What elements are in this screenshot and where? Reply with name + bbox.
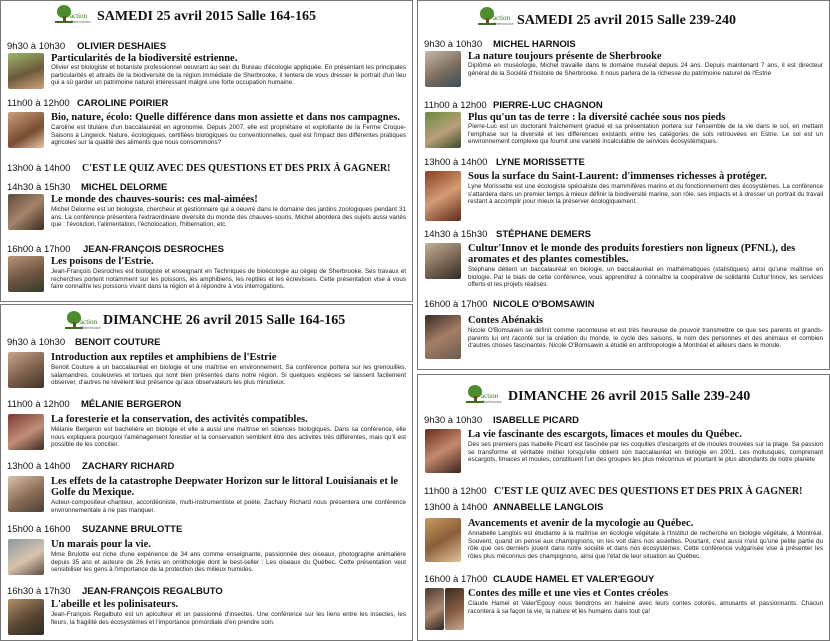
speaker-photo xyxy=(8,414,44,450)
session-entry xyxy=(424,39,823,97)
session-time: 13h00 à 14h00 xyxy=(424,502,488,513)
action-logo: action Sherbrooke xyxy=(478,7,506,29)
speaker-name: PIERRE-LUC CHAGNON xyxy=(493,100,603,111)
talk-description: Caroline est titulaire d'un baccalauréat en agronomie. Depuis 2007, elle est propriétaire et exploitante de la Ferme Croque-Saisons à Lingwick. Nature, écologiques, certifiées biologiques ou conventionnelles, quel est l'impact des différentes pratiques agricoles sur la qualité des aliments que nous consommons? xyxy=(51,124,406,147)
speaker-photo xyxy=(8,53,44,89)
speaker-photo xyxy=(425,315,461,359)
speaker-photo xyxy=(425,171,461,221)
session-time: 13h00 à 14h00 xyxy=(7,163,71,174)
talk-title: Plus qu'un tas de terre : la diversité cachée sous nos pieds xyxy=(468,112,726,123)
talk-description: Jean-François Regalbuto est un apiculteur et un passionné d'insectes. Une conférence sur les liens entre les insectes, les fleurs, la fragilité des écosystèmes et l'importance primordiale d'en prendre soin. xyxy=(51,611,406,626)
session-time: 9h30 à 10h30 xyxy=(7,337,66,348)
panel-header: SAMEDI 25 avril 2015 Salle 239-240 xyxy=(517,13,736,28)
talk-title: Cultur'Innov et le monde des produits forestiers non ligneux (PFNL), des aromates et des plantes comestibles. xyxy=(468,243,796,265)
session-entry xyxy=(7,41,406,96)
talk-description: Pierre-Luc est un doctorant fraîchement gradué et sa présentation portera sur l'ensemble de la vie dans le sol, en mettant l'emphase sur la diversité et les différences existants entre les catégories de sols retrouvées en Estrie. Le sol est un environnement complexe qui fournit une variété incalculable de services écosystémiques. xyxy=(468,123,823,146)
speaker-photo xyxy=(8,256,44,292)
speaker-photo xyxy=(445,588,464,630)
session-time: 11h00 à 12h00 xyxy=(424,100,487,111)
schedule-panel-saturday-239 xyxy=(417,0,830,370)
talk-title: Contes Abénakis xyxy=(468,315,543,326)
speaker-name: MICHEL HARNOIS xyxy=(493,39,576,50)
session-entry xyxy=(424,299,823,367)
speaker-photo xyxy=(425,243,461,279)
speaker-name: NICOLE O'BOMSAWIN xyxy=(493,299,595,310)
speaker-name: SUZANNE BRULOTTE xyxy=(82,524,183,535)
session-entry-quiz xyxy=(7,163,406,177)
session-time: 15h00 à 16h00 xyxy=(7,524,71,535)
session-entry xyxy=(7,461,406,519)
speaker-photo xyxy=(425,518,461,562)
session-entry xyxy=(7,244,406,300)
session-entry xyxy=(7,586,406,640)
talk-description: Benoit Couture a un baccalauréat en biologie et une maîtrise en environnement. Sa conférence portera sur les grenouilles, salamandres, couleuvres et tortues qui sont bien présentes dans notre région. Si quelques espèces se laissent facilement observer, d'autres ne révèlent leur présence qu'aux observateurs les plus minutieux. xyxy=(51,364,406,387)
speaker-photo xyxy=(8,599,44,635)
session-entry xyxy=(7,182,406,242)
talk-description: Michel Delorme est un biologiste, chercheur et gestionnaire qui a oeuvré dans le domaine des jardins zoologiques pendant 31 ans. La conférence présentera l'extraordinaire diversité du monde des chauves-souris. Michel abordera des sujets aussi variés que : l'évolution, l'alimentation, l'écholocation, l'hibernation, etc. xyxy=(51,206,406,229)
talk-title: Les effets de la catastrophe Deepwater Horizon sur le littoral Louisianais et le Golfe du Mexique. xyxy=(51,476,399,498)
session-time: 9h30 à 10h30 xyxy=(7,41,66,52)
talk-title: Sous la surface du Saint-Laurent: d'immenses richesses à protéger. xyxy=(468,171,767,182)
session-entry xyxy=(7,98,406,158)
speaker-photo xyxy=(8,194,44,230)
session-time: 16h30 à 17h30 xyxy=(7,586,71,597)
action-logo: action Sherbrooke xyxy=(466,385,494,407)
speaker-name: ISABELLE PICARD xyxy=(493,415,580,426)
speaker-photo xyxy=(8,352,44,388)
quiz-announcement: C'EST LE QUIZ AVEC DES QUESTIONS ET DES PRIX À GAGNER! xyxy=(82,163,391,174)
talk-description: Claude Hamel et Valer'Egouy nous tiendrons en haleine avec leurs contes colorés, amusants et passionnants. Chacun racontera à sa façon la vie, la nature et les humains dans tout ça! xyxy=(468,600,823,615)
talk-description: Annabelle Langlois est étudiante à la maîtrise en écologie végétale à l'Institut de recherche en biologie végétale, à Montréal. Souvent, quand on pense aux champignons, on les voit dans nos assiettes. Pourtant, c'est aussi n'est qu'une petite partie du rôle que ces derniers jouent dans notre société et dans nos écosystèmes. Cette conférence vulgarisée vise à présenter les rôles plus méconnus des champignons, ainsi que l'état de leur situation au Québec. xyxy=(468,530,823,560)
session-time: 14h30 à 15h30 xyxy=(424,229,488,240)
talk-title: Les poisons de l'Estrie. xyxy=(51,256,154,267)
session-entry xyxy=(7,337,406,392)
session-time: 11h00 à 12h00 xyxy=(7,98,70,109)
talk-title: Bio, nature, écolo: Quelle différence dans mon assiette et dans nos campagnes. xyxy=(51,112,401,123)
session-time: 13h00 à 14h00 xyxy=(424,157,488,168)
session-time: 16h00 à 17h00 xyxy=(424,574,488,585)
speaker-photo xyxy=(425,112,461,148)
session-entry xyxy=(424,415,823,483)
speaker-photo xyxy=(425,588,444,630)
speaker-name: STÉPHANE DEMERS xyxy=(496,229,592,240)
session-entry-quiz xyxy=(424,486,823,500)
talk-description: Stéphane détient un baccalauréat en biologie, un baccalauréat en mathématiques (statistiques) ainsi qu'une maîtrise en biologie. Par le biais de cette conférence, vous apprendrez à connaître la coopérative de solidarité Cultur'Innov, les services offerts et les projets réalisés. xyxy=(468,266,823,289)
session-time: 16h00 à 17h00 xyxy=(424,299,488,310)
session-time: 9h30 à 10h30 xyxy=(424,39,483,50)
speaker-name: JEAN-FRANÇOIS REGALBUTO xyxy=(82,586,223,597)
panel-header: DIMANCHE 26 avril 2015 Salle 239-240 xyxy=(508,389,751,404)
session-time: 9h30 à 10h30 xyxy=(424,415,483,426)
session-time: 16h00 à 17h00 xyxy=(7,244,71,255)
talk-description: Diplômé en muséologie, Michel travaille dans le domaine muséal depuis 24 ans. Depuis maintenant 7 ans, il est directeur général de la Société d'histoire de Sherbrooke. Il nous parlera de la richesse du patrimoine naturel de l'Estrie xyxy=(468,62,823,77)
speaker-name: MICHEL DELORME xyxy=(81,182,168,193)
talk-title: L'abeille et les polinisateurs. xyxy=(51,599,179,610)
speaker-name: ANNABELLE LANGLOIS xyxy=(493,502,604,513)
talk-description: Mélanie Bergeron est bachelière en biologie et elle a aussi une maîtrise en sciences biologiques. Dans sa conférence, elle nous expliquera pourquoi l'aménagement forestier et la conservation semblent être des activités très différentes, mais qu'il est possible de les concilier. xyxy=(51,426,406,449)
talk-title: La nature toujours présente de Sherbrooke xyxy=(468,51,662,62)
speaker-photo xyxy=(8,539,44,575)
talk-title: Introduction aux reptiles et amphibiens de l'Estrie xyxy=(51,352,277,363)
session-time: 13h00 à 14h00 xyxy=(7,461,71,472)
speaker-name: LYNE MORISSETTE xyxy=(496,157,585,168)
talk-description: Nicole O'Bomsawin se définit comme raconteuse et est très heureuse de pouvoir transmettre ce que ses parents et grands-parents lui ont raconté sur la création du monde, le cycle des saisons, le nom des personnes et des animaux et combien d'autres choses fascinantes. Nicole O'Bomsawin a étudié en anthropologie à Montréal et ailleurs dans le monde. xyxy=(468,327,823,350)
session-entry xyxy=(7,524,406,580)
speaker-name: CAROLINE POIRIER xyxy=(77,98,169,109)
speaker-name: CLAUDE HAMEL ET VALER'EGOUY xyxy=(493,574,655,585)
talk-description: Auteur-compositeur-chanteur, accordéoniste, multi-instrumentiste et poète, Zachary Richard nous présentera une conférence environnementale à ne pas manquer. xyxy=(51,499,406,514)
quiz-announcement: C'EST LE QUIZ AVEC DES QUESTIONS ET DES PRIX À GAGNER! xyxy=(494,486,803,497)
schedule-panel-sunday-239 xyxy=(417,374,830,641)
action-logo: action Sherbrooke xyxy=(65,311,93,333)
panel-header: SAMEDI 25 avril 2015 Salle 164-165 xyxy=(97,9,316,24)
speaker-photo xyxy=(8,112,44,148)
talk-title: Avancements et avenir de la mycologie au Québec. xyxy=(468,518,694,529)
speaker-name: MÉLANIE BERGERON xyxy=(81,399,182,410)
talk-title: Un marais pour la vie. xyxy=(51,539,151,550)
talk-title: La foresterie et la conservation, des activités compatibles. xyxy=(51,414,308,425)
speaker-photo xyxy=(425,429,461,473)
session-entry xyxy=(424,100,823,156)
speaker-name: ZACHARY RICHARD xyxy=(82,461,175,472)
talk-description: Mme Brulotte est riche d'une expérience de 34 ans comme enseignante, passionnée des oiseaux, photographe animalière depuis 35 ans et auteure de 26 livres en ornithologie dont le best-seller : Les oiseaux du Québec. Cette présentation veut sensibiliser les gens à l'importance de la protection des milieux humides. xyxy=(51,551,406,574)
session-entry xyxy=(424,229,823,297)
talk-description: Dès ses premiers pas Isabelle Picard est fascinée par les coquilles d'escargots et de moules trouvées sur la plage. Sa passion se transforme et véritable métier lorsqu'elle obtient son baccalauréat en biologie en 2001. Les mollusques, comprenant escargots, limaces et moules, constituent l'un des groupes les plus méconnus et pourtant le plus abondants de notre planète xyxy=(468,441,823,464)
speaker-photo xyxy=(8,476,44,512)
talk-description: Olivier est biologiste et botaniste professionnel oeuvrant au sein du Bureau d'écologie appliquée. En présentant les principales particularités et attraits de la biodiversité de la région immédiate de Sherbrooke, il tentera de vous dresser le portrait d'un lieu qui a sû garder un patrimoine naturel intéressant malgré une forte occupation humaine. xyxy=(51,64,406,87)
action-logo: action Sherbrooke xyxy=(55,5,83,27)
panel-header: DIMANCHE 26 avril 2015 Salle 164-165 xyxy=(103,313,346,328)
session-entry xyxy=(424,574,823,640)
schedule-panel-saturday-164 xyxy=(0,0,413,302)
session-time: 11h00 à 12h00 xyxy=(424,486,487,497)
session-entry xyxy=(424,502,823,568)
talk-description: Jean-François Desroches est biologiste et enseignant en Techniques de bioécologie au cégep de Sherbrooke. Ses travaux et recherches portent notamment sur les poissons, les amphibiens, les reptiles et les écrevisses. Cette présentation vise à vous faire connaître les poissons vivant dans la région et à répondre à vos interrogations. xyxy=(51,268,406,291)
talk-title: Particularités de la biodiversité estrienne. xyxy=(51,53,238,64)
session-entry xyxy=(424,157,823,221)
talk-title: Le monde des chauves-souris: ces mal-aimées! xyxy=(51,194,258,205)
talk-title: Contes des mille et une vies et Contes créoles xyxy=(468,588,669,599)
talk-title: La vie fascinante des escargots, limaces et moules du Québec. xyxy=(468,429,742,440)
talk-description: Lyne Morissette est une écologiste spécialiste des mammifères marins et du fonctionnement des écosystèmes. La conférence s'attardera dans un premier temps à mieux définir la biodiversité marine, son rôle, ses impacts et à dresser un portrait du travail restant à accomplir pour mieux la préserver écologiquement. xyxy=(468,183,823,206)
session-time: 14h30 à 15h30 xyxy=(7,182,71,193)
session-time: 11h00 à 12h00 xyxy=(7,399,70,410)
speaker-name: JEAN-FRANÇOIS DESROCHES xyxy=(83,244,224,255)
speaker-photo xyxy=(425,51,461,87)
speaker-name: BENOIT COUTURE xyxy=(75,337,161,348)
schedule-panel-sunday-164 xyxy=(0,304,413,641)
speaker-name: OLIVIER DESHAIES xyxy=(77,41,167,52)
session-entry xyxy=(7,399,406,455)
